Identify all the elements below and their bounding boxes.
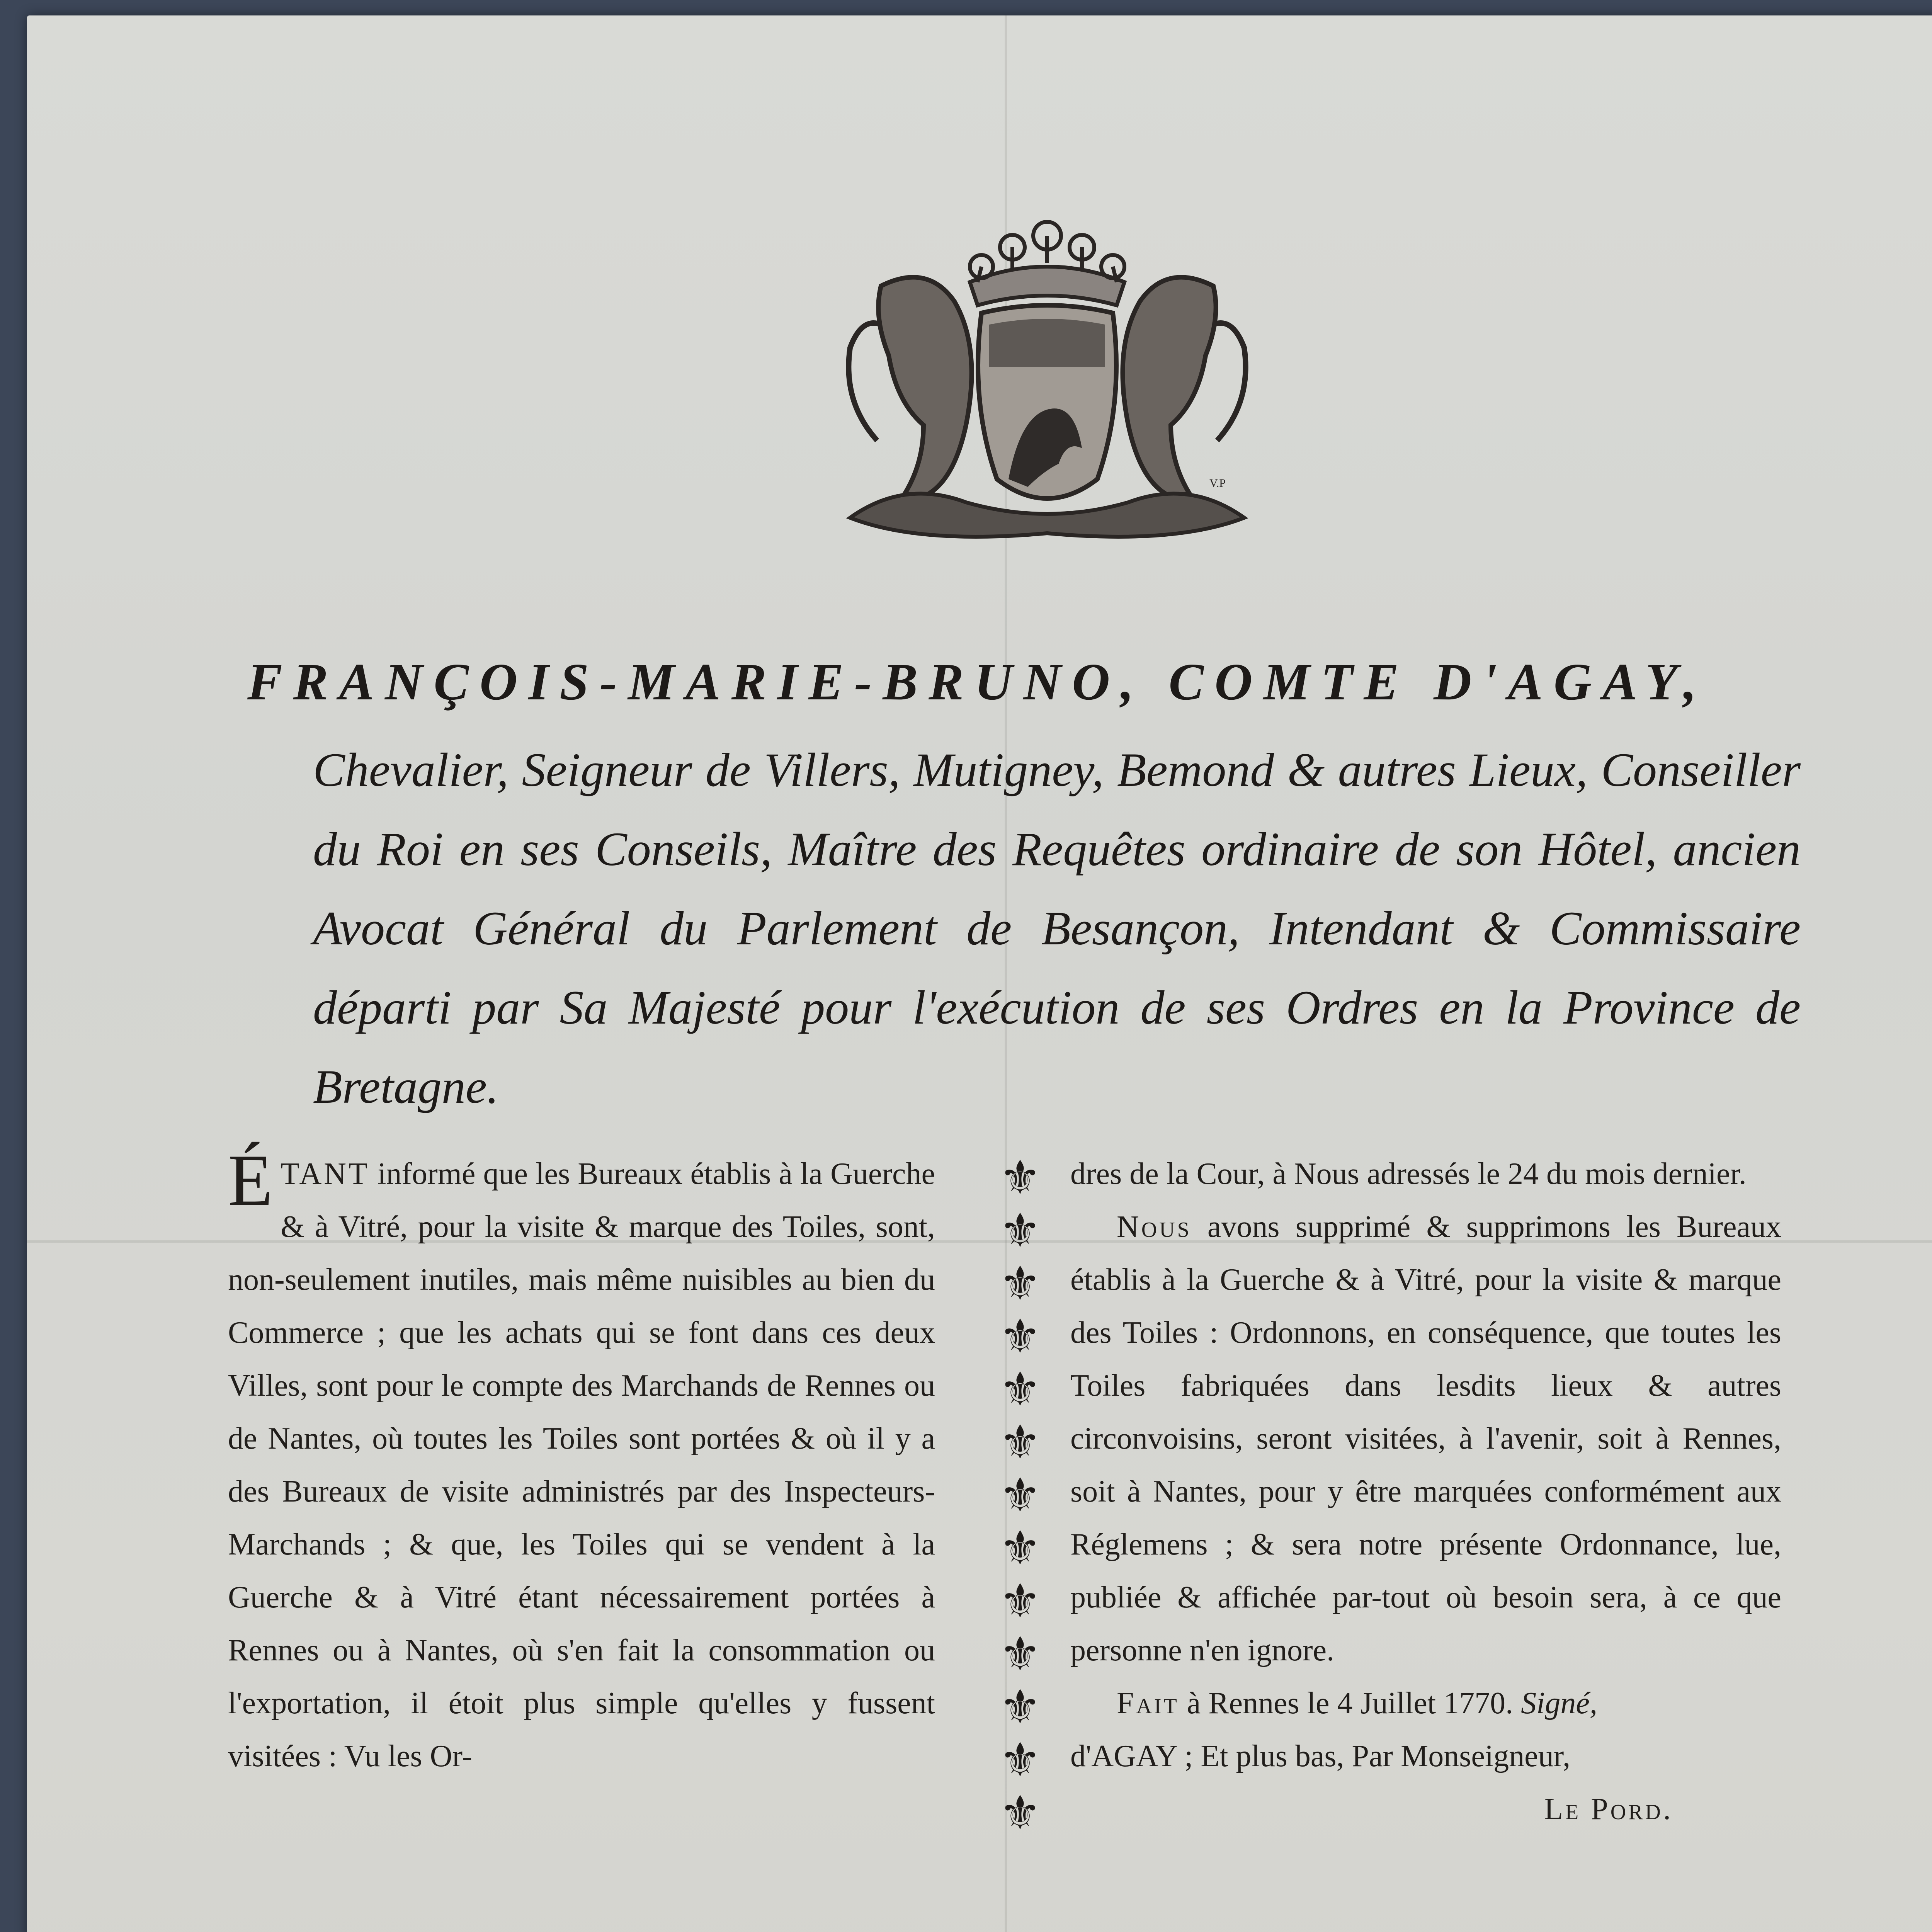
fleuron-icon: ⚜ xyxy=(999,1469,1041,1522)
document-title: FRANÇOIS-MARIE-BRUNO, COMTE D'AGAY, xyxy=(247,653,1708,711)
drop-cap: É xyxy=(228,1140,273,1221)
right-paragraph-2: avons supprimé & supprimons les Bureaux établis à la Guerche & à Vitré, pour la visite & marque des Toiles : Ordonnons, en conséquence, que toutes les Toiles fabriquées dans lesdits lieux & autres circonvoisins, seront visitées, à l'avenir, soit à Rennes, soit à Nantes, pour y être marquées conformément aux Réglemens ; & sera notre présente Ordonnance, lue, publiée & affichée par-tout où besoin sera, à ce que personne n'en ignore. xyxy=(1070,1210,1781,1667)
signature-line: d'AGAY ; Et plus bas, Par Monseigneur, xyxy=(1070,1739,1571,1773)
fleuron-icon: ⚜ xyxy=(999,1628,1041,1681)
fleuron-icon: ⚜ xyxy=(999,1257,1041,1311)
fleuron-icon: ⚜ xyxy=(999,1416,1041,1469)
fleuron-icon: ⚜ xyxy=(999,1680,1041,1734)
fleuron-icon: ⚜ xyxy=(999,1363,1041,1417)
left-column xyxy=(228,1140,935,1783)
right-paragraph-1: dres de la Cour, à Nous adressés le 24 du mois dernier. xyxy=(1070,1157,1747,1191)
fleuron-icon: ⚜ xyxy=(999,1786,1041,1840)
fait-word: Fait xyxy=(1117,1686,1179,1720)
crest-initials: V.P xyxy=(1209,477,1226,490)
coat-of-arms xyxy=(827,185,1267,556)
fleuron-icon: ⚜ xyxy=(999,1204,1041,1258)
left-column-text: informé que les Bureaux établis à la Guerche & à Vitré, pour la visite & marque des Toiles, sont, non-seulement inutiles, mais même nuisibles au bien du Commerce ; que les achats qui se font dans ces deux Villes, sont pour le compte des Marchands de Rennes ou de Nantes, où toutes les Toiles sont portées & où il y a des Bureaux de visite administrés par des Inspecteurs-Marchands ; & que, les Toiles qui se vendent à la Guerche & à Vitré étant nécessairement portées à Rennes ou à Nantes, où s'en fait la consommation ou l'exportation, il étoit plus simple qu'elles y fussent visitées : Vu les Or- xyxy=(228,1157,935,1773)
signature-name: Le Pord. xyxy=(1544,1792,1673,1826)
right-lead-word: Nous xyxy=(1117,1210,1192,1244)
fleuron-icon: ⚜ xyxy=(999,1151,1041,1205)
fleuron-icon: ⚜ xyxy=(999,1310,1041,1364)
header-block xyxy=(247,649,1801,1126)
fleuron-icon: ⚜ xyxy=(999,1575,1041,1628)
fleuron-icon: ⚜ xyxy=(999,1733,1041,1787)
fleuron-divider xyxy=(989,1151,1051,1840)
document-sheet xyxy=(27,15,1932,1932)
date-line: à Rennes le 4 Juillet 1770. xyxy=(1179,1686,1521,1720)
document-subtitle: Chevalier, Seigneur de Villers, Mutigney, Bemond & autres Lieux, Conseiller du Roi en ses Conseils, Maître des Requêtes ordinaire de son Hôtel, ancien Avocat Général du Parlement de Besançon, Intendant & Commissaire départi par Sa Majesté pour l'exécution de ses Ordres en la Province de Bretagne. xyxy=(313,743,1801,1113)
lead-word: TANT xyxy=(281,1157,370,1191)
right-column xyxy=(1070,1148,1781,1836)
fleuron-icon: ⚜ xyxy=(999,1522,1041,1575)
coat-of-arms-engraving xyxy=(827,185,1267,556)
signe-word: Signé, xyxy=(1521,1686,1597,1720)
